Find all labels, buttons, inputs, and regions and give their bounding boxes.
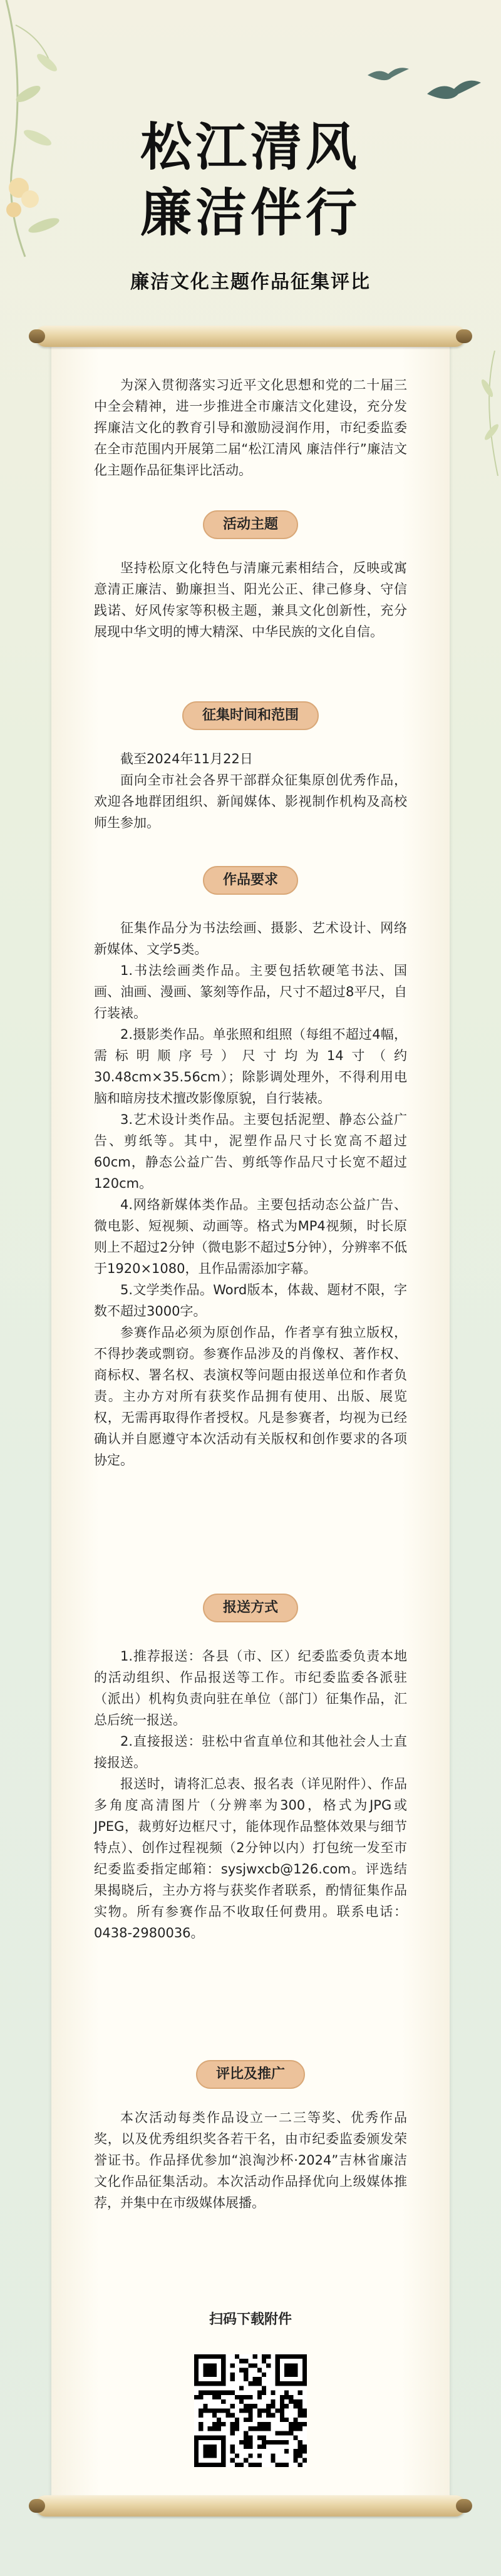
requirements-paragraph: 2.摄影类作品。单张照和组照（每组不超过4幅，需标明顺序号）尺寸均为14寸（约30.48cm×35.56cm）；除影调处理外，不得利用电脑和暗房技术擅改影像原貌，自行装裱。 [94, 1027, 407, 1106]
intro-block [94, 374, 407, 481]
requirements-heading-label: 作品要求 [203, 866, 298, 895]
requirements-paragraph: 参赛作品必须为原创作品，作者享有独立版权，不得抄袭或剽窃。参赛作品涉及的肖像权、著作权、商标权、署名权、表演权等问题由报送单位和作者负责。主办方对所有获奖作品拥有使用、出版、展览权，无需再取得作者授权。凡是参赛者，均视为已经确认并自愿遵守本次活动有关版权和创作要求的各项协定。 [94, 1325, 407, 1468]
intro-text: 为深入贯彻落实习近平文化思想和党的二十届三中全会精神，进一步推进全市廉洁文化建设，充分发挥廉洁文化的教育引导和激励浸润作用，市纪委监委在全市范围内开展第二届“松江清风 廉洁伴行”廉洁文化主题作品征集评比活动。 [94, 378, 407, 478]
section-heading-requirements [0, 866, 501, 895]
awards-heading-label: 评比及推广 [196, 2060, 305, 2089]
qr-code-icon[interactable] [194, 2354, 307, 2467]
rod-cap-left [29, 2499, 45, 2513]
requirements-paragraph: 5.文学类作品。Word版本，体裁、题材不限，字数不超过3000字。 [94, 1282, 407, 1319]
rod-cap-right [456, 2499, 472, 2513]
section-heading-theme [0, 510, 501, 539]
awards-text: 本次活动每类作品设立一二三等奖、优秀作品奖，以及优秀组织奖各若干名，由市纪委监委颁发荣誉证书。作品择优参加“浪淘沙杯·2024”吉林省廉洁文化作品征集活动。本次活动作品择优向上级媒体推荐，并集中在市级媒体展播。 [94, 2110, 407, 2210]
section-heading-time [0, 701, 501, 730]
submission-paragraph: 报送时，请将汇总表、报名表（详见附件）、作品多角度高清图片（分辨率为300，格式为JPG或JPEG，裁剪好边框尺寸，能体现作品整体效果与细节特点）、创作过程视频（2分钟以内）打包统一发至市纪委监委指定邮箱：sysjwxcb@126.com。评选结果揭晓后，主办方将与获奖作者联系，酌情征集作品实物。所有参赛作品不收取任何费用。联系电话：0438-2980036。 [94, 1776, 407, 1940]
section-heading-awards [0, 2060, 501, 2089]
requirements-paragraph: 1.书法绘画类作品。主要包括软硬笔书法、国画、油画、漫画、篆刻等作品，尺寸不超过8平尺，自行装裱。 [94, 963, 407, 1021]
hero-banner [0, 0, 501, 326]
title-line-2: 廉洁伴行 [140, 183, 361, 243]
submission-paragraph: 2.直接报送：驻松中省直单位和其他社会人士直接报送。 [94, 1734, 407, 1770]
rod-cap-left [29, 329, 45, 343]
time-block [94, 748, 407, 833]
requirements-paragraph: 3.艺术设计类作品。主要包括泥塑、静态公益广告、剪纸等。其中，泥塑作品尺寸长宽高不超过60cm，静态公益广告、剪纸等作品尺寸长宽不超过120cm。 [94, 1112, 407, 1191]
time-paragraph: 截至2024年11月22日 [120, 751, 253, 766]
theme-block [94, 557, 407, 642]
time-paragraph: 面向全市社会各界干部群众征集原创优秀作品，欢迎各地群团组织、新闻媒体、影视制作机构及高校师生参加。 [94, 773, 407, 830]
requirements-paragraph: 4.网络新媒体类作品。主要包括动态公益广告、微电影、短视频、动画等。格式为MP4视频，时长原则上不超过2分钟（微电影不超过5分钟），分辨率不低于1920×1080，且作品需添加字幕。 [94, 1197, 407, 1276]
requirements-block [94, 917, 407, 1471]
scroll-rod-top [35, 326, 466, 347]
section-heading-submission [0, 1594, 501, 1622]
swallow-bird-icon [426, 75, 482, 106]
time-heading-label: 征集时间和范围 [182, 701, 319, 730]
subtitle: 廉洁文化主题作品征集评比 [130, 271, 371, 293]
rod-cap-right [456, 329, 472, 343]
awards-block [94, 2107, 407, 2213]
requirements-paragraph: 征集作品分为书法绘画、摄影、艺术设计、网络新媒体、文学5类。 [94, 920, 407, 957]
submission-heading-label: 报送方式 [203, 1594, 298, 1622]
scroll-rod-bottom [35, 2495, 466, 2517]
scan-download-label: 扫码下载附件 [209, 2312, 292, 2327]
submission-paragraph: 1.推荐报送：各县（市、区）纪委监委负责本地的活动组织、作品报送等工作。市纪委监委各派驻（派出）机构负责向驻在单位（部门）征集作品，汇总后统一报送。 [94, 1649, 407, 1728]
title-line-1: 松江清风 [140, 117, 361, 177]
theme-heading-label: 活动主题 [203, 510, 298, 539]
swallow-bird-icon [366, 63, 410, 88]
theme-text: 坚持松原文化特色与清廉元素相结合，反映或寓意清正廉洁、勤廉担当、阳光公正、律己修身、守信践诺、好风传家等积极主题，兼具文化创新性，充分展现中华文明的博大精深、中华民族的文化自信。 [94, 560, 407, 639]
submission-block [94, 1646, 407, 1944]
